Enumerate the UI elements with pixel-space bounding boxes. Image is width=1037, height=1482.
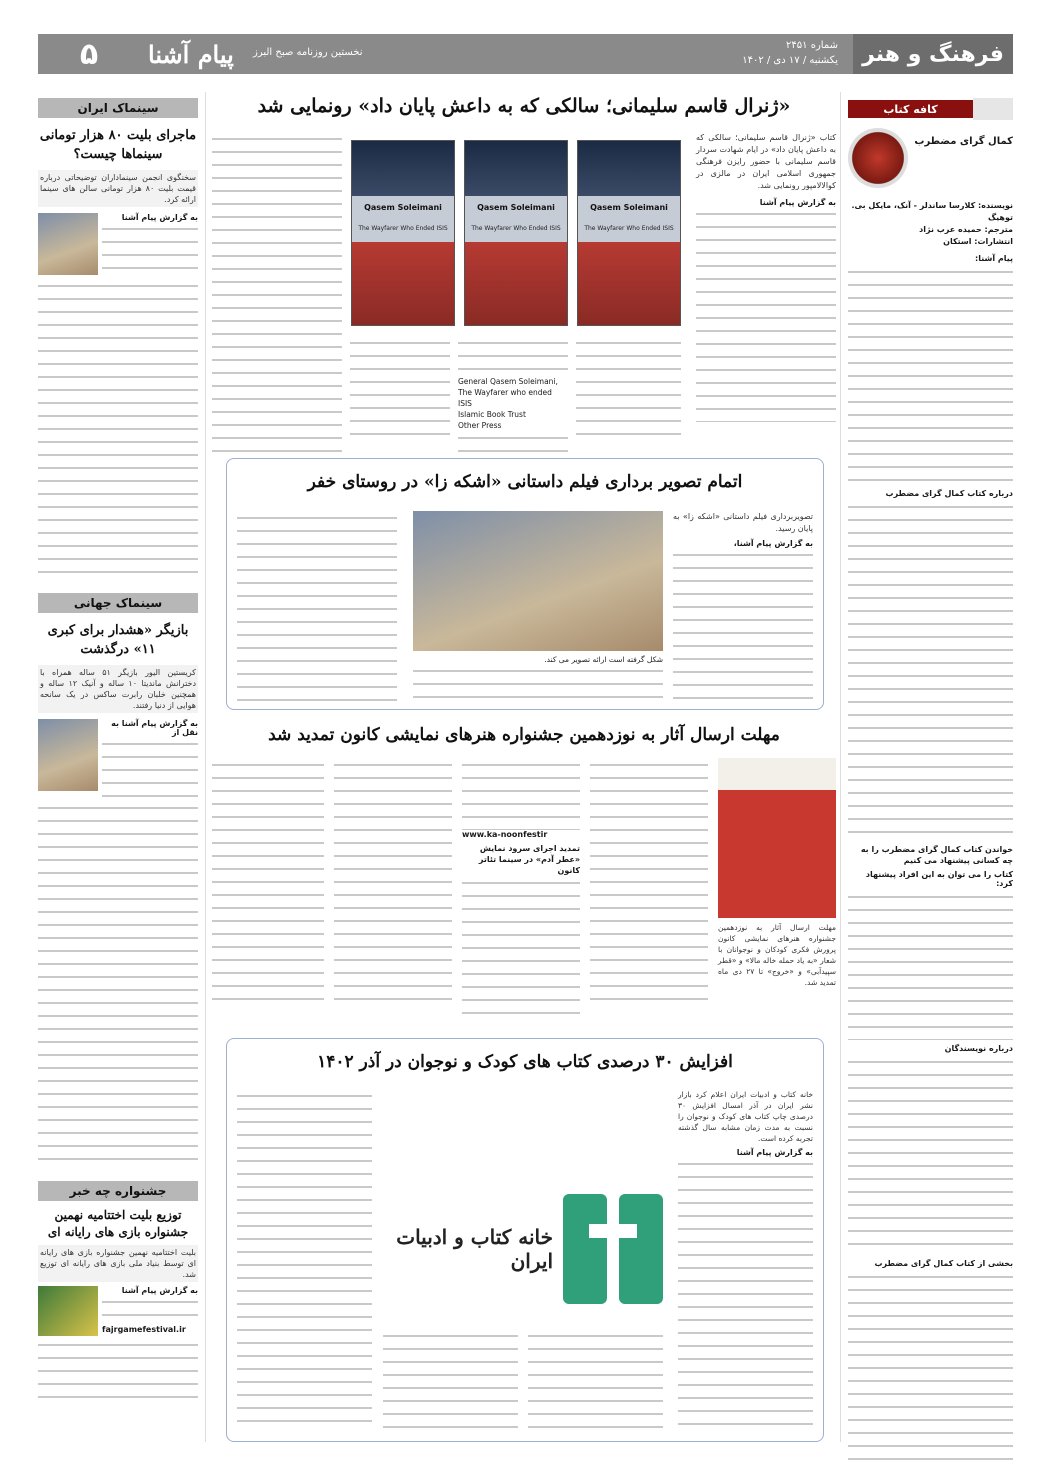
book-cover-1 (577, 140, 681, 326)
article-soleimani-lines-3b (458, 431, 568, 461)
masthead (38, 34, 1013, 74)
article-theatre-subhead: تمدید اجرای سرود نمایش «عطر آدم» در سینما تئاتر کانون (478, 844, 580, 875)
article-theatre-col5 (212, 758, 324, 1003)
article-soleimani-lead: کتاب «ژنرال قاسم سلیمانی؛ سالکی که به داعش پایان داد» در ایام شهادت سردار قاسم سلیمانی با حضور رایزن فرهنگی جمهوری اسلامی ایران در مالزی در کوالالامپور رونمایی شد. (696, 133, 836, 190)
article-ashkeza-headline: اتمام تصویر برداری فیلم داستانی «اشکه زا» در روستای خفر (307, 472, 743, 492)
logo-notch (589, 1224, 637, 1238)
book-title: کمال گرای مضطرب (914, 136, 1013, 147)
book-subhead-recommend: خواندن کتاب کمال گرای مضطرب را به چه کسانی پیشنهاد می کنیم (860, 845, 1013, 865)
page-number: ۵ (79, 36, 99, 72)
book-text-block-4 (848, 1055, 1013, 1255)
world-cinema-lines (38, 801, 198, 1171)
iran-cinema-lines-top (102, 222, 198, 272)
book-text-block-5 (848, 1270, 1013, 1470)
article-soleimani-col4 (350, 336, 450, 446)
book-author: نویسنده: کلارسا ساندلر - آنک، مایکل بی. توهیگ (851, 201, 1013, 222)
article-childrens-books (226, 1038, 824, 1442)
article-books-lead: خانه کتاب و ادبیات ایران اعلام کرد بازار نشر ایران در آذر امسال افزایش ۳۰ درصدی چاپ کتاب های کودک و نوجوان را نسبت به مدت زمان مشابه سال گذشته تجربه کرده است. (678, 1090, 813, 1143)
article-soleimani-lines-4 (350, 336, 450, 446)
article-theatre-lines-3b (462, 876, 580, 1016)
book-subhead-authors: درباره نویسندگان (944, 1044, 1013, 1053)
iran-cinema-label: به گزارش پیام آشنا (121, 213, 198, 222)
news-column (38, 98, 198, 1438)
world-cinema-lead: کریستین الیور بازیگر ۵۱ ساله همراه با دخترانش ماندیتا ۱۰ ساله و آنیک ۱۲ ساله و همچنین خلبان رابرت ساکس در یک سانحه هوایی از دنیا رفتند. (38, 665, 198, 713)
world-cinema-body (38, 719, 198, 797)
book-cover-3-sub: The Wayfarer Who Ended ISIS (358, 225, 448, 232)
book-publisher: انتشارات: استکان (943, 237, 1013, 246)
iran-cinema-text (102, 213, 198, 275)
world-cinema-photo (38, 719, 98, 791)
issue-info (742, 38, 838, 68)
article-ashkeza-lines-3 (237, 511, 397, 701)
article-ashkeza (226, 458, 824, 710)
festival-lead: بلیت اختتامیه نهمین جشنواره بازی های رایانه ای توسط بنیاد ملی بازی های رایانه ای توزیع شد. (38, 1245, 198, 1282)
festival-poster-image (718, 758, 836, 918)
brand-logo: پیام آشنا (148, 40, 234, 69)
article-soleimani-col3 (458, 336, 568, 461)
article-ashkeza-col3 (237, 511, 397, 701)
book-cover-1-name: Qasem Soleimani (590, 203, 668, 212)
article-books-headline: افزایش ۳۰ درصدی کتاب های کودک و نوجوان در آذر ۱۴۰۲ (317, 1052, 733, 1072)
khane-ketab-mark (563, 1194, 663, 1304)
article-books-lines-2 (528, 1329, 663, 1429)
festival-url[interactable]: fajrgamefestival.ir (102, 1325, 186, 1334)
article-soleimani-label: به گزارش پیام آشنا (759, 198, 836, 207)
festival-poster (38, 1286, 98, 1336)
book-cover-3-name: Qasem Soleimani (364, 203, 442, 212)
book-cafe-ribbon (973, 98, 1013, 120)
film-photo-caption: شکل گرفته است ارائه تصویر می کند. (544, 655, 663, 664)
iran-cinema-lines (38, 279, 198, 579)
world-cinema-label: به گزارش پیام آشنا به نقل از (111, 719, 198, 737)
article-books-col3 (383, 1329, 518, 1429)
article-soleimani-lines-5 (212, 132, 342, 452)
section-title: فرهنگ و هنر (853, 34, 1013, 74)
article-ashkeza-col1 (673, 511, 813, 703)
article-theatre-lines-5 (212, 758, 324, 1003)
article-books-col4 (237, 1089, 372, 1429)
article-ashkeza-caption-area (413, 655, 663, 704)
article-books-lines-4 (237, 1089, 372, 1429)
article-soleimani-lines-2 (576, 336, 681, 446)
book-lead-label: پیام آشنا: (975, 254, 1013, 263)
article-theatre-festival (212, 722, 836, 1012)
article-books-lines-3 (383, 1329, 518, 1429)
khane-ketab-logo (383, 1179, 663, 1319)
article-books-col1 (678, 1089, 813, 1427)
article-theatre-col3 (462, 758, 580, 1016)
world-cinema-lines-top (102, 737, 198, 797)
book-intro (848, 128, 1013, 188)
festival-header: جشنواره چه خبر (38, 1181, 198, 1201)
book-cover-2-name: Qasem Soleimani (477, 203, 555, 212)
logo-bar-left (563, 1194, 607, 1304)
festival-lines (38, 1338, 198, 1398)
article-soleimani-en-title: General Qasem Soleimani, The Wayfarer who ended ISIS (458, 377, 558, 408)
book-cafe-header: کافه کتاب (848, 100, 973, 118)
book-cover-1-sub: The Wayfarer Who Ended ISIS (584, 225, 674, 232)
issue-number: شماره ۲۴۵۱ (786, 40, 838, 51)
book-credits (848, 200, 1013, 248)
column-divider-right (840, 92, 841, 1442)
book-cafe-column (848, 98, 1013, 1438)
article-theatre-lines-4 (334, 758, 452, 1003)
book-covers (351, 140, 681, 330)
article-soleimani-col1 (696, 132, 836, 422)
book-subhead-audience: کتاب را می توان به این افراد پیشنهاد کرد: (865, 870, 1013, 888)
article-soleimani-lines-1 (696, 207, 836, 422)
book-cover-2-sub: The Wayfarer Who Ended ISIS (471, 225, 561, 232)
article-soleimani (212, 92, 836, 442)
article-books-lines-1 (678, 1157, 813, 1427)
festival-body (38, 1286, 198, 1336)
book-subhead-about: درباره کتاب کمال گرای مضطرب (885, 489, 1013, 498)
book-cafe-header-row (848, 98, 1013, 120)
iran-cinema-photo (38, 213, 98, 275)
world-cinema-title: بازیگر «هشدار برای کبری ۱۱» درگذشت (47, 623, 189, 657)
article-theatre-lines-2 (590, 758, 708, 1003)
iran-cinema-lead: سخنگوی انجمن سینماداران توضیحاتی درباره قیمت بلیت ۸۰ هزار تومانی سالن های سینما ارائه کرد. (38, 170, 198, 207)
book-cover-2 (464, 140, 568, 326)
festival-website[interactable]: www.ka-noonfestir (462, 830, 548, 839)
world-cinema-header: سینماک جهانی (38, 593, 198, 613)
issue-date: یکشنبه / ۱۷ دی / ۱۴۰۲ (742, 55, 838, 66)
article-soleimani-publisher: Islamic Book Trust (458, 410, 526, 419)
article-theatre-col4 (334, 758, 452, 1003)
column-divider-left (205, 92, 206, 1442)
book-cover-3 (351, 140, 455, 326)
article-ashkeza-lead: تصویربرداری فیلم داستانی «اشکه زا» به پایان رسید. (673, 512, 813, 533)
article-ashkeza-lines-2 (413, 664, 663, 704)
tagline: نخستین روزنامه صبح البرز (253, 47, 363, 58)
iran-cinema-body (38, 213, 198, 275)
article-soleimani-lines-3a (458, 336, 568, 376)
book-text-block-3 (848, 890, 1013, 1040)
world-cinema-text (102, 719, 198, 797)
article-soleimani-col5 (212, 132, 342, 452)
article-soleimani-col2 (576, 336, 681, 446)
article-books-label: به گزارش پیام آشنا (736, 1148, 813, 1157)
article-theatre-col2 (590, 758, 708, 1003)
festival-lines-top (102, 1295, 198, 1325)
article-soleimani-publisher2: Other Press (458, 421, 502, 430)
article-theatre-lines-3a (462, 758, 580, 830)
festival-label: به گزارش پیام آشنا (121, 1286, 198, 1295)
iran-cinema-title: ماجرای بلیت ۸۰ هزار تومانی سینماها چیست؟ (39, 128, 197, 162)
logo-bar-right (619, 1194, 663, 1304)
article-ashkeza-label: به گزارش پیام آشنا، (733, 539, 813, 548)
film-set-photo (413, 511, 663, 651)
festival-text (102, 1286, 198, 1336)
book-text-block-2 (848, 500, 1013, 840)
khane-ketab-wordmark: خانه کتاب و ادبیات ایران (396, 1225, 553, 1273)
article-ashkeza-lines-1 (673, 548, 813, 703)
festival-title: توزیع بلیت اختتامیه نهمین جشنواره بازی های رایانه ای (47, 1208, 189, 1239)
article-theatre-col1 (718, 758, 836, 988)
article-soleimani-headline: «ژنرال قاسم سلیمانی؛ سالکی که به داعش پایان داد» رونمایی شد (257, 95, 791, 117)
article-books-col2 (528, 1329, 663, 1429)
book-translator: مترجم: حمیده عرب نژاد (919, 225, 1013, 234)
iran-cinema-header: سینماک ایران (38, 98, 198, 118)
article-theatre-headline: مهلت ارسال آثار به نوزدهمین جشنواره هنرهای نمایشی کانون تمدید شد (268, 725, 780, 745)
book-text-block-1 (848, 265, 1013, 485)
article-theatre-lead: مهلت ارسال آثار به نوزدهمین جشنواره هنرهای نمایشی کانون پرورش فکری کودکان و نوجوانان با شعار «به یاد حمله خاله مالا» و «قطر سپیدآبی» و «خروج» تا ۲۷ دی ماه تمدید شد. (718, 923, 836, 987)
book-subhead-excerpt: بخشی از کتاب کمال گرای مضطرب (874, 1259, 1013, 1268)
book-cover-image (848, 128, 908, 188)
